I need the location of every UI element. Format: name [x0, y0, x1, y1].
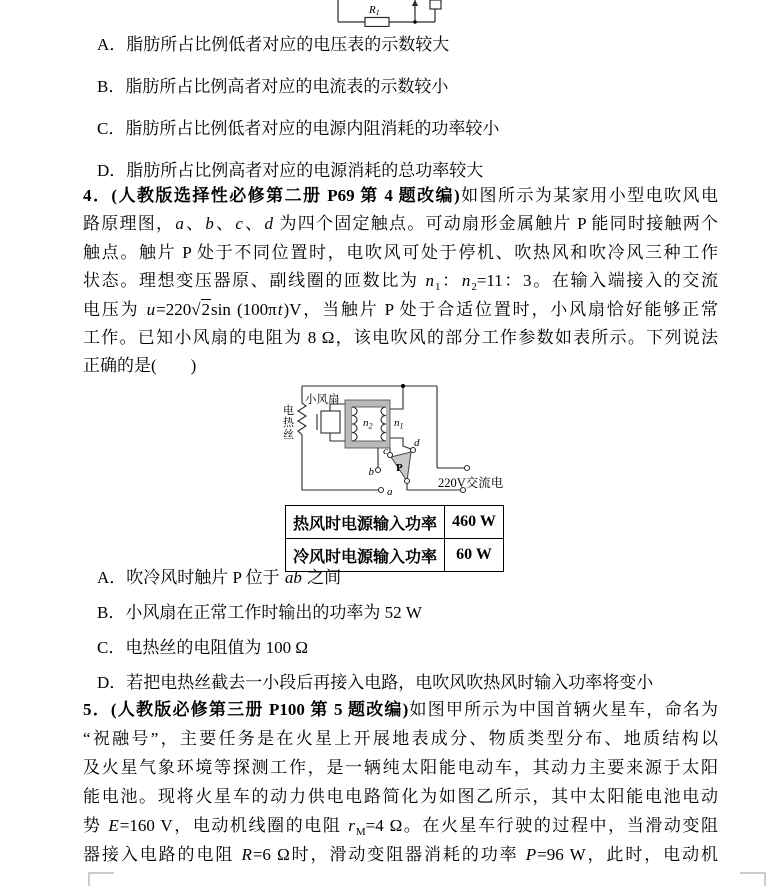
text-line: D．若把电热丝截去一小段后再接入电路，电吹风吹热风时输入功率将变小: [97, 673, 654, 692]
text-line: D．脂肪所占比例高者对应的电源消耗的总功率较大: [97, 161, 484, 180]
text-line: 4．(人教版选择性必修第二册 P69 第 4 题改编)如图所示为某家用小型电吹风电: [83, 186, 718, 205]
next-frame-corner-right: [740, 872, 766, 886]
hair-dryer-circuit-diagram: [278, 378, 523, 503]
table-row: [286, 506, 504, 539]
text-line: 能电池。现将火星车的动力供电电路简化为如图乙所示，其中太阳能电池电动: [83, 787, 718, 806]
contact-b-terminal: [376, 468, 381, 473]
text-line: 触点。触片 P 处于不同位置时，电吹风可处于停机、吹热风和吹冷风三种工作: [83, 242, 718, 262]
text-line: 工作。已知小风扇的电阻为 8 Ω，该电吹风的部分工作参数如表所示。下列说法: [83, 327, 718, 347]
text-line: 路原理图，a、b、c、d 为四个固定触点。可动扇形金属触片 P 能同时接触两个: [83, 214, 718, 234]
cutoff-component-symbol: [430, 0, 441, 9]
row-label: 冷风时电源输入功率: [286, 539, 445, 572]
text-line: B．小风扇在正常工作时输出的功率为 52 W: [97, 603, 422, 622]
contact-c-terminal: [388, 453, 393, 458]
coil-n1-label: $n_1$: [394, 417, 404, 431]
text-line: 正确的是( ): [83, 356, 197, 376]
circuit-fragment-previous-question: [330, 0, 450, 27]
contact-a-label: a: [387, 486, 393, 498]
svg-text:电: 电: [283, 405, 294, 417]
next-frame-corner-left: [88, 872, 114, 886]
coil-n2-label: $n_2$: [363, 417, 373, 431]
text-line: A．脂肪所占比例低者对应的电压表的示数较大: [97, 35, 450, 54]
question4-stem: [83, 182, 718, 381]
contact-b-label: b: [368, 466, 374, 478]
row-value: 60 W: [445, 539, 504, 572]
contact-c-label: c: [383, 445, 388, 457]
fan-motor-symbol: [317, 411, 340, 433]
row-label: 热风时电源输入功率: [286, 506, 445, 539]
text-line: 5．(人教版必修第三册 P100 第 5 题改编)如图甲所示为中国首辆火星车，命名为: [83, 700, 718, 719]
text-line: B．脂肪所占比例高者对应的电流表的示数较小: [97, 77, 449, 96]
junction-dot: [401, 384, 405, 388]
text-line: C．电热丝的电阻值为 100 Ω: [97, 638, 308, 657]
text-line: 器接入电路的电阻 R=6 Ω时，滑动变阻器消耗的功率 P=96 W，此时，电动机: [83, 845, 718, 864]
contact-d-label: d: [414, 437, 420, 449]
text-line: 及火星气象环境等探测工作，是一辆纯太阳能电动车，其动力主要来源于太阳: [83, 758, 718, 777]
text-line: A．吹冷风时触片 P 位于 ab 之间: [97, 568, 342, 587]
text-line: 状态。理想变压器原、副线圈的匝数比为 $n_1$：$n_2=11$：3。在输入端接入的交流: [83, 271, 718, 294]
text-line: “祝融号”，主要任务是在火星上开展地表成分、物质类型分布、地质结构以: [83, 729, 718, 748]
question3-options: [97, 24, 717, 192]
fan-label: 小风扇: [305, 394, 340, 406]
question5-stem: [83, 695, 718, 869]
text-line: C．脂肪所占比例低者对应的电源内阻消耗的功率较小: [97, 119, 500, 138]
svg-text:热: 热: [283, 417, 294, 429]
text-line: 电压为 u=220√2sin (100πt)V，当触片 P 处于合适位置时，小风扇恰好能够正常: [83, 299, 718, 319]
wiper-p-label: P: [396, 462, 403, 474]
svg-text:丝: 丝: [283, 429, 294, 441]
text-line: 势 E=160 V，电动机线圈的电阻 $r_M=4$ Ω。在火星车行驶的过程中，当滑动变阻: [83, 816, 718, 838]
contact-a-terminal: [379, 488, 384, 493]
resistor-r1-label: R1: [369, 4, 380, 17]
row-value: 460 W: [445, 506, 504, 539]
wiper-pivot-terminal: [405, 479, 410, 484]
source-terminal-top: [465, 466, 470, 471]
question4-options: [97, 560, 717, 700]
fragment-wires: [338, 0, 441, 27]
ac-source-label: 220V交流电: [438, 476, 504, 490]
heater-label: [283, 403, 295, 441]
arrow-up-icon: [412, 0, 418, 6]
